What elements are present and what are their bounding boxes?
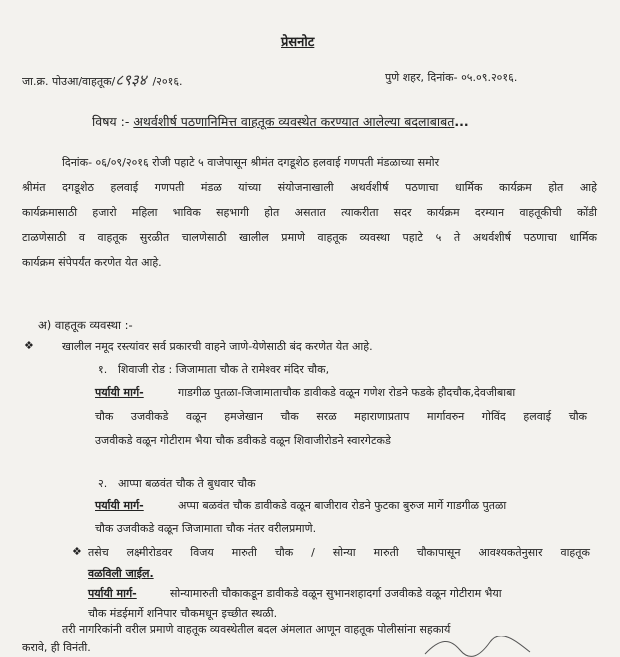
item2-number: २. [98,477,108,490]
item3-alt-line-2: चौक मंडईमार्गे शनिपार चौकमधून इच्छीत स्थळी. [88,607,278,620]
signature-mark-icon [420,636,540,657]
item2-alt-label: पर्यायी मार्ग- [95,499,144,512]
item2-alt-line-2: चौक उजवीकडे वळून जिजामाता चौक नंतर वरीलप्रमाणे. [95,522,317,535]
subject-ellipsis: ... [454,114,469,129]
item2-road: आप्पा बळवंत चौक ते बुधवार चौक [118,477,256,490]
item1-alt-line-1: गाडगीळ पुतळा-जिजामाताचौक डावीकडे वळून गणेश रोडने फडके हौदचौक,देवजीबाबा [178,386,516,399]
section-heading: अ) वाहतूक व्यवस्था :- [38,318,133,332]
closing-line-1: तरी नागरिकांनी वरील प्रमाणे वाहतूक व्यवस्थेतील बदल अंमलात आणून वाहतूक पोलीसांना सहकार्य [62,623,451,636]
item1-number: १. [98,363,108,376]
place-date: पुणे शहर, दिनांक- ०५.०९.२०१६. [385,71,518,84]
item3-bullet-icon: ❖ [72,545,82,558]
subject-label: विषय :- [92,114,130,129]
item2-alt-line-1: अप्पा बळवंत चौक डावीकडे वळून बाजीराव रोडने फुटका बुरुज मार्गे गाडगीळ पुतळा [178,499,507,512]
reference-prefix: जा.क्र. पोउआ/वाहतूक/ [22,75,116,88]
closing-line-2: करावे, ही विनंती. [22,641,91,654]
page-title: प्रेसनोट [281,35,315,50]
subject-line [92,113,469,130]
closure-text: खालील नमूद रस्त्यांवर सर्व प्रकारची वाहने जाणे-येणेसाठी बंद करणेत येत आहे. [62,340,373,353]
intro-line-3: कार्यक्रमासाठी हजारो महिला भाविक सहभागी होत असतात त्याकरीता सदर कार्यक्रम दरम्यान वाहतूकीची कोंडी [22,206,597,219]
item1-alt-line-2: चौक उजवीकडे वळून हमजेखान चौक सरळ महाराणाप्रताप मार्गावरुन गोविंद हलवाई चौक [95,410,587,423]
reference-number [22,70,183,90]
subject-text: अथर्वशीर्ष पठणानिमित्त वाहतूक व्यवस्थेत करण्यात आलेल्या बदलाबाबत [133,114,455,129]
item3-line-1: तसेच लक्ष्मीरोडवर विजय मारुती चौक / सोन्या मारुती चौकापासून आवश्यकतेनुसार वाहतूक [88,546,590,559]
item1-road: शिवाजी रोड : जिजामाता चौक ते रामेश्वर मंदिर चौक, [118,363,330,376]
intro-line-5: कार्यक्रम संपेपर्यंत करणेत येत आहे. [22,256,162,269]
item3-line-2: वळविली जाईल. [88,567,154,580]
item3-alt-label: पर्यायी मार्ग- [88,587,137,600]
intro-line-4: टाळणेसाठी व वाहतूक सुरळीत चालणेसाठी खालील प्रमाणे वाहतूक व्यवस्था पहाटे ५ ते अथर्वशीर्ष पठणाचा धार्मिक [22,231,597,244]
item1-alt-line-3: उजवीकडे वळून गोटीराम भैया चौक डवीकडे वळून शिवाजीरोडने स्वारगेटकडे [95,434,391,447]
item1-alt-label: पर्यायी मार्ग- [95,386,144,399]
reference-handwritten-number: ८९३४ [115,71,147,89]
item3-alt-line-1: सोन्यामारुती चौकाकडून डावीकडे वळून सुभानशहादर्गा उजवीकडे वळून गोटीराम भैया [170,587,502,600]
intro-line-2: श्रीमंत दगडूशेठ हलवाई गणपती मंडळ यांच्या संयोजनाखाली अथर्वशीर्ष पठणाचा धार्मिक कार्यक्रम होत आहे [22,181,597,194]
intro-line-1: दिनांक- ०६/०९/२०१६ रोजी पहाटे ५ वाजेपासून श्रीमंत दगडूशेठ हलवाई गणपती मंडळाच्या समोर [62,156,440,169]
reference-suffix: /२०१६. [152,75,183,88]
closure-bullet-icon: ❖ [24,339,34,352]
